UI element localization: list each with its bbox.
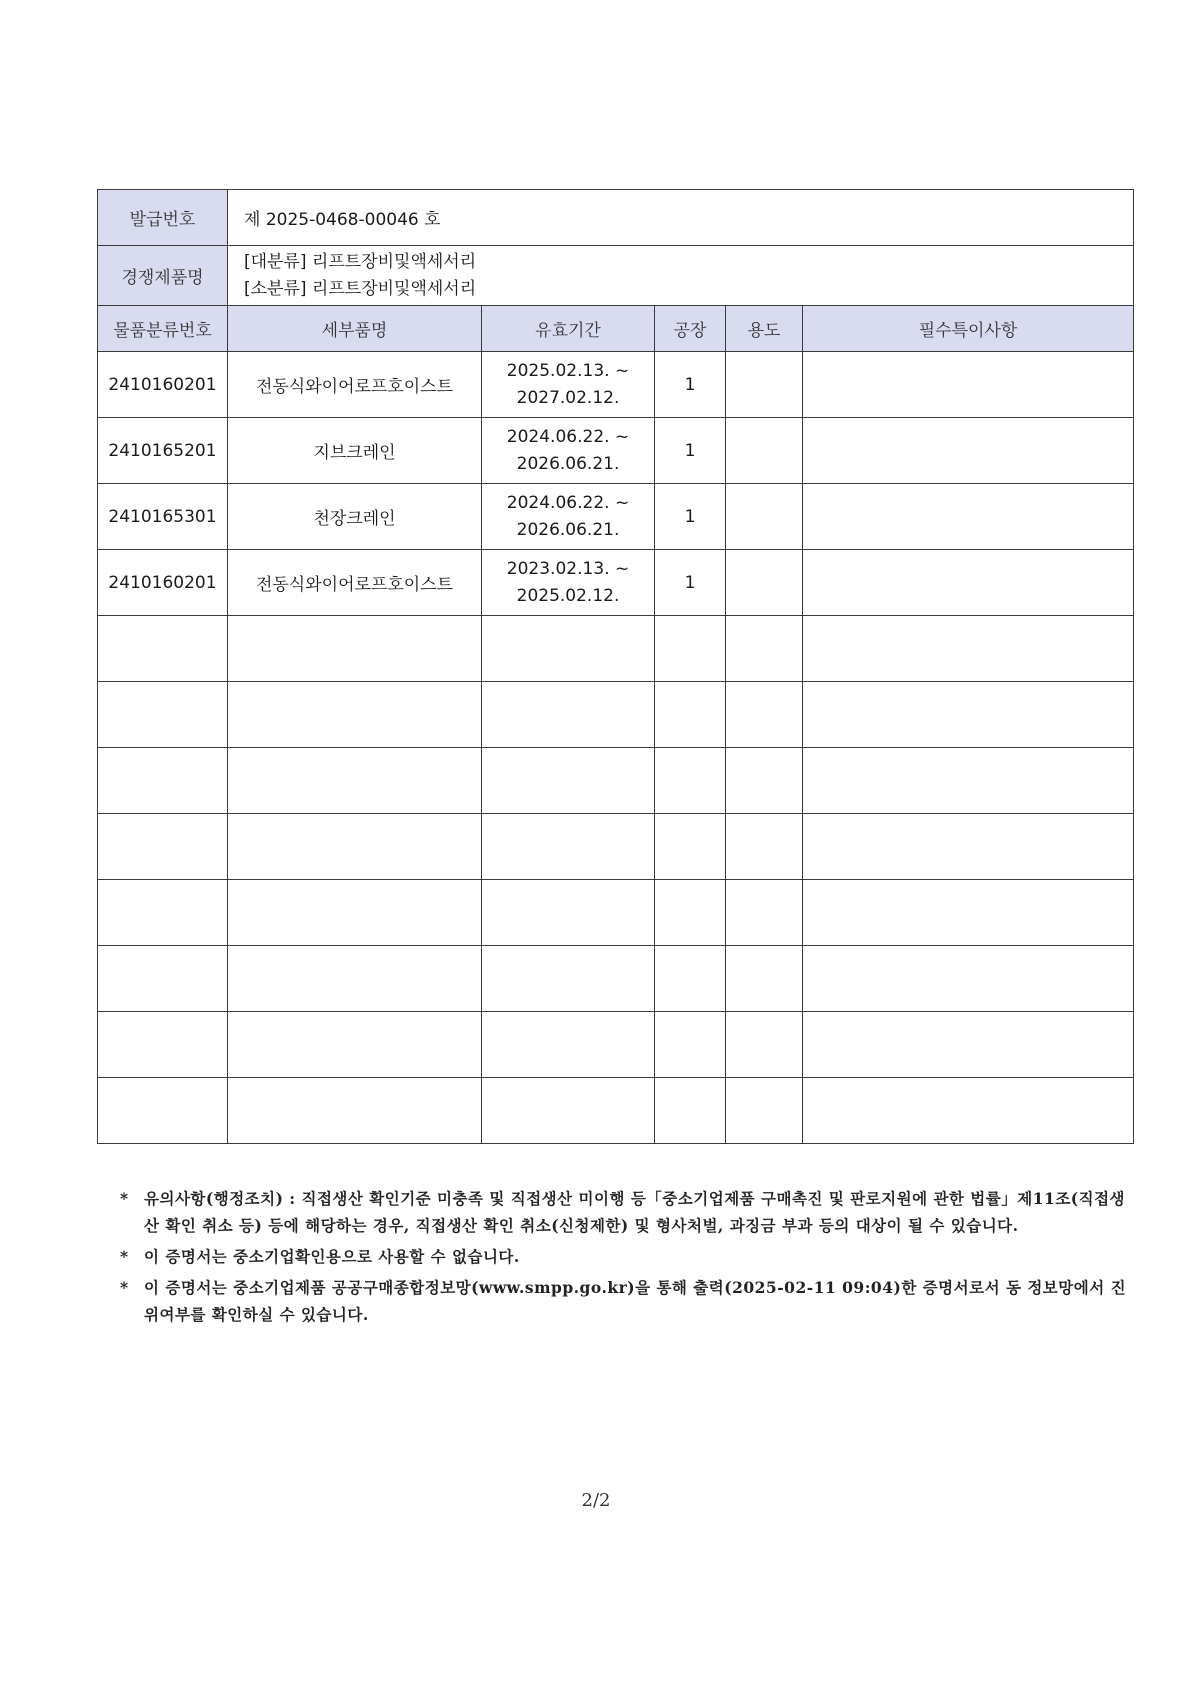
- note-item: [120, 1274, 1140, 1328]
- cell-use: [726, 418, 803, 484]
- empty-cell: [482, 1078, 655, 1144]
- column-header-row: [98, 306, 1134, 352]
- empty-cell: [482, 880, 655, 946]
- cell-factory: 1: [655, 484, 726, 550]
- empty-cell: [98, 880, 228, 946]
- empty-cell: [726, 682, 803, 748]
- empty-row: [98, 616, 1134, 682]
- empty-cell: [803, 1078, 1134, 1144]
- col-header-use: 용도: [726, 306, 803, 352]
- empty-cell: [726, 616, 803, 682]
- empty-cell: [726, 1078, 803, 1144]
- period-end: 2026.06.21.: [516, 453, 620, 474]
- empty-cell: [482, 616, 655, 682]
- cell-period: [482, 352, 655, 418]
- empty-cell: [98, 616, 228, 682]
- empty-cell: [655, 682, 726, 748]
- empty-row: [98, 1012, 1134, 1078]
- empty-row: [98, 682, 1134, 748]
- cell-code: 2410165301: [98, 484, 228, 550]
- empty-row: [98, 814, 1134, 880]
- cell-period: [482, 484, 655, 550]
- empty-cell: [228, 1078, 482, 1144]
- note-mark: *: [120, 1189, 129, 1208]
- table-row: [98, 352, 1134, 418]
- empty-cell: [655, 616, 726, 682]
- empty-row: [98, 946, 1134, 1012]
- note-text: 이 증명서는 중소기업확인용으로 사용할 수 없습니다.: [144, 1247, 520, 1266]
- empty-cell: [803, 814, 1134, 880]
- period-end: 2026.06.21.: [516, 519, 620, 540]
- empty-cell: [228, 682, 482, 748]
- period-start: 2024.06.22. ~: [506, 426, 630, 447]
- empty-cell: [98, 682, 228, 748]
- empty-cell: [803, 616, 1134, 682]
- empty-cell: [803, 880, 1134, 946]
- major-category: [대분류] 리프트장비및액세서리: [244, 251, 477, 272]
- empty-row: [98, 1078, 1134, 1144]
- col-header-factory: 공장: [655, 306, 726, 352]
- col-header-period: 유효기간: [482, 306, 655, 352]
- empty-cell: [655, 880, 726, 946]
- table-row: [98, 550, 1134, 616]
- empty-cell: [228, 748, 482, 814]
- empty-cell: [726, 1012, 803, 1078]
- cell-factory: 1: [655, 352, 726, 418]
- cell-note: [803, 418, 1134, 484]
- empty-cell: [228, 814, 482, 880]
- cell-factory: 1: [655, 550, 726, 616]
- empty-cell: [98, 814, 228, 880]
- col-header-note: 필수특이사항: [803, 306, 1134, 352]
- empty-cell: [655, 946, 726, 1012]
- issue-number-row: [98, 190, 1134, 246]
- empty-cell: [655, 748, 726, 814]
- cell-item: 전동식와이어로프호이스트: [228, 550, 482, 616]
- issue-number-label: 발급번호: [98, 190, 228, 246]
- table-row: [98, 484, 1134, 550]
- empty-row: [98, 880, 1134, 946]
- empty-cell: [726, 748, 803, 814]
- empty-cell: [228, 946, 482, 1012]
- empty-cell: [228, 880, 482, 946]
- cell-period: [482, 550, 655, 616]
- empty-cell: [482, 814, 655, 880]
- cell-item: 지브크레인: [228, 418, 482, 484]
- period-start: 2024.06.22. ~: [506, 492, 630, 513]
- period-start: 2023.02.13. ~: [506, 558, 630, 579]
- note-mark: *: [120, 1278, 129, 1297]
- cell-code: 2410165201: [98, 418, 228, 484]
- cell-use: [726, 550, 803, 616]
- empty-cell: [98, 946, 228, 1012]
- cell-use: [726, 352, 803, 418]
- competitive-product-value: [228, 246, 1134, 306]
- minor-category: [소분류] 리프트장비및액세서리: [244, 278, 477, 299]
- empty-row: [98, 748, 1134, 814]
- empty-cell: [655, 1012, 726, 1078]
- empty-cell: [803, 1012, 1134, 1078]
- competitive-product-label: 경쟁제품명: [98, 246, 228, 306]
- empty-cell: [803, 946, 1134, 1012]
- empty-cell: [726, 946, 803, 1012]
- cell-use: [726, 484, 803, 550]
- empty-cell: [98, 1078, 228, 1144]
- cell-period: [482, 418, 655, 484]
- page-number: 2/2: [581, 1490, 611, 1511]
- empty-cell: [482, 946, 655, 1012]
- empty-cell: [655, 814, 726, 880]
- empty-cell: [98, 748, 228, 814]
- empty-cell: [482, 748, 655, 814]
- cell-factory: 1: [655, 418, 726, 484]
- note-item: [120, 1185, 1140, 1239]
- col-header-code: 물품분류번호: [98, 306, 228, 352]
- note-item: [120, 1243, 1140, 1270]
- empty-cell: [98, 1012, 228, 1078]
- empty-cell: [726, 880, 803, 946]
- empty-cell: [228, 1012, 482, 1078]
- cell-note: [803, 352, 1134, 418]
- empty-cell: [482, 1012, 655, 1078]
- empty-cell: [655, 1078, 726, 1144]
- empty-cell: [482, 682, 655, 748]
- cell-item: 천장크레인: [228, 484, 482, 550]
- period-end: 2027.02.12.: [516, 387, 620, 408]
- col-header-item: 세부품명: [228, 306, 482, 352]
- empty-cell: [803, 748, 1134, 814]
- note-text: 이 증명서는 중소기업제품 공공구매종합정보망(www.smpp.go.kr)을 통해 출력(2025-02-11 09:04)한 증명서로서 동 정보망에서 진위여부를 확인하실 수 있습니다.: [144, 1278, 1127, 1324]
- empty-cell: [803, 682, 1134, 748]
- notes-section: [120, 1185, 1140, 1332]
- cell-note: [803, 550, 1134, 616]
- certificate-table: [97, 189, 1134, 1144]
- issue-number-value: 제 2025-0468-00046 호: [228, 190, 1134, 246]
- table-row: [98, 418, 1134, 484]
- cell-item: 전동식와이어로프호이스트: [228, 352, 482, 418]
- period-end: 2025.02.12.: [516, 585, 620, 606]
- cell-code: 2410160201: [98, 550, 228, 616]
- cell-note: [803, 484, 1134, 550]
- empty-cell: [726, 814, 803, 880]
- period-start: 2025.02.13. ~: [506, 360, 630, 381]
- competitive-product-row: [98, 246, 1134, 306]
- cell-code: 2410160201: [98, 352, 228, 418]
- note-mark: *: [120, 1247, 129, 1266]
- note-text: 유의사항(행정조치) : 직접생산 확인기준 미충족 및 직접생산 미이행 등「중소기업제품 구매촉진 및 판로지원에 관한 법률」제11조(직접생산 확인 취소 등) 등에 해당하는 경우, 직접생산 확인 취소(신청제한) 및 형사처벌, 과징금 부과 등의 대상이 될 수 있습니다.: [144, 1189, 1126, 1235]
- empty-cell: [228, 616, 482, 682]
